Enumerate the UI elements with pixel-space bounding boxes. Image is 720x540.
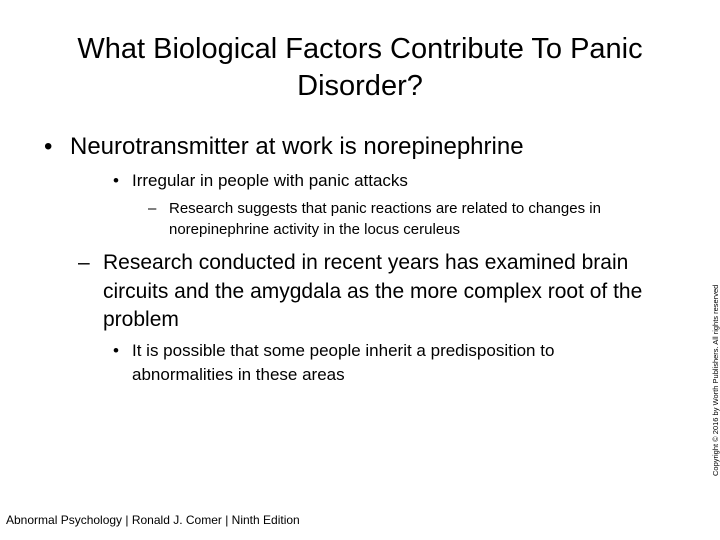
bullet-text: Research conducted in recent years has examined brain circuits and the amygdala as the more complex root of the problem bbox=[103, 251, 643, 331]
bullet-level-2 bbox=[113, 170, 408, 192]
dash-marker: – bbox=[148, 200, 157, 217]
slide-title: What Biological Factors Contribute To Panic Disorder? bbox=[77, 33, 643, 102]
bullet-marker: • bbox=[44, 133, 53, 160]
bullet-dash-large bbox=[78, 249, 673, 335]
slide-footer: Abnormal Psychology | Ronald J. Comer | Ninth Edition bbox=[6, 513, 300, 527]
bullet-level-3 bbox=[148, 198, 679, 240]
bullet-text: Irregular in people with panic attacks bbox=[132, 171, 408, 190]
bullet-level-1 bbox=[44, 132, 524, 162]
dash-marker: – bbox=[78, 251, 90, 274]
bullet-text: It is possible that some people inherit a predisposition to abnormalities in these areas bbox=[132, 341, 555, 384]
bullet-marker: • bbox=[113, 341, 119, 360]
bullet-marker: • bbox=[113, 171, 119, 190]
bullet-level-2 bbox=[113, 339, 647, 387]
bullet-text: Neurotransmitter at work is norepinephrine bbox=[70, 133, 524, 160]
bullet-text: Research suggests that panic reactions are related to changes in norepinephrine activity in the locus ceruleus bbox=[169, 200, 601, 238]
copyright-notice: Copyright © 2016 by Worth Publishers. All rights reserved bbox=[711, 284, 720, 476]
